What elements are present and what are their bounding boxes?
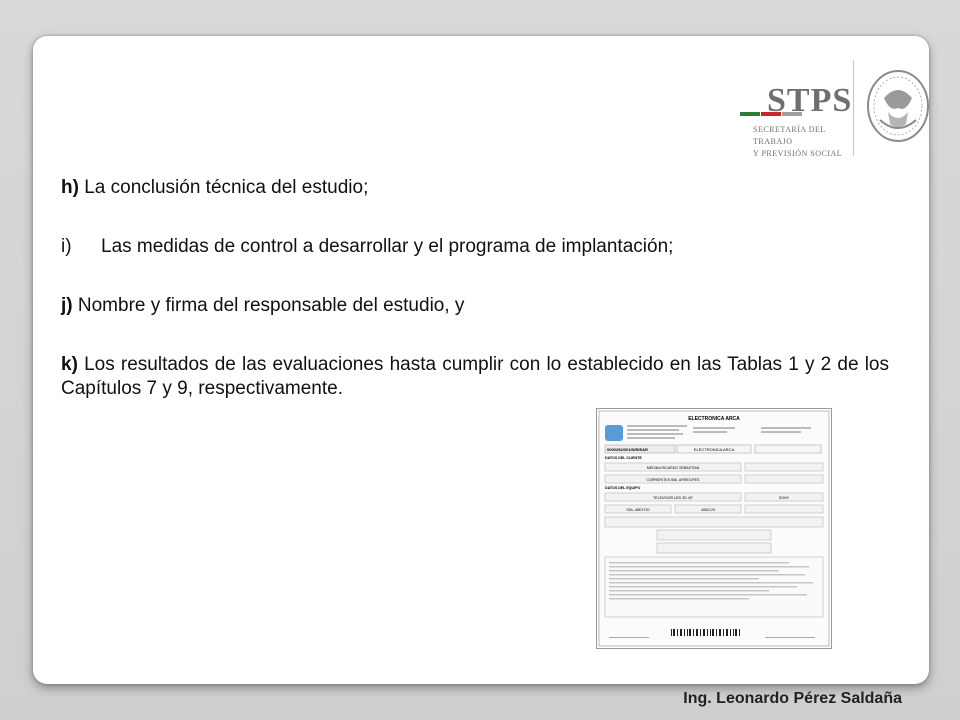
- item-h-text: La conclusión técnica del estudio;: [78, 177, 369, 198]
- item-k-marker: k): [61, 354, 78, 375]
- logo-title: STPS: [767, 82, 853, 119]
- item-j-marker: j): [61, 295, 73, 316]
- doc-address: CORRIENTES 666, ARRECIFES: [646, 478, 700, 482]
- item-j-text: Nombre y firma del responsable del estudio, y: [72, 295, 465, 316]
- stps-logo: [733, 46, 929, 166]
- doc-order-number: 0000252/001/DIR/EAR: [607, 447, 648, 452]
- logo-subtitle: [753, 124, 863, 160]
- doc-equipment-section: DATOS DEL EQUIPO: [605, 486, 641, 490]
- mexico-seal-icon: [866, 68, 929, 144]
- item-k-text: Los resultados de las evaluaciones hasta cumplir con lo establecido en las Tablas 1 y 2 de los Capítulos 7 y 9, respectivamente.: [61, 354, 889, 399]
- doc-header: ELECTRONICA ARCA: [688, 416, 740, 422]
- logo-subtitle-line2: Y PREVISIÓN SOCIAL: [753, 149, 843, 158]
- logo-subtitle-line1: SECRETARÍA DEL TRABAJO: [753, 125, 826, 146]
- item-h-marker: h): [61, 177, 79, 198]
- slide: [33, 36, 929, 684]
- service-order-image: [596, 408, 832, 649]
- doc-company: ELECTRONICA ARCA: [693, 447, 735, 452]
- item-i: [61, 235, 889, 259]
- doc-model: KDL-46EX720: [626, 508, 650, 512]
- item-i-marker: i): [61, 236, 72, 257]
- content: [61, 176, 889, 436]
- item-j: [61, 294, 889, 318]
- item-k: [61, 353, 889, 401]
- doc-client-section: DATOS DEL CLIENTE: [605, 456, 642, 460]
- item-h: [61, 176, 889, 200]
- logo-stripe-green: [740, 112, 760, 116]
- doc-client-name: MEDINA RICARDO SEBASTIAN: [646, 466, 700, 470]
- doc-brand: SONY: [778, 496, 790, 500]
- logo-divider: [853, 60, 854, 156]
- item-i-text: Las medidas de control a desarrollar y el programa de implantación;: [101, 236, 674, 257]
- author-name: Ing. Leonardo Pérez Saldaña: [683, 690, 902, 707]
- doc-product: TELEVISOR LED 3D 40": [652, 496, 694, 500]
- doc-serial: 4062176: [701, 508, 715, 512]
